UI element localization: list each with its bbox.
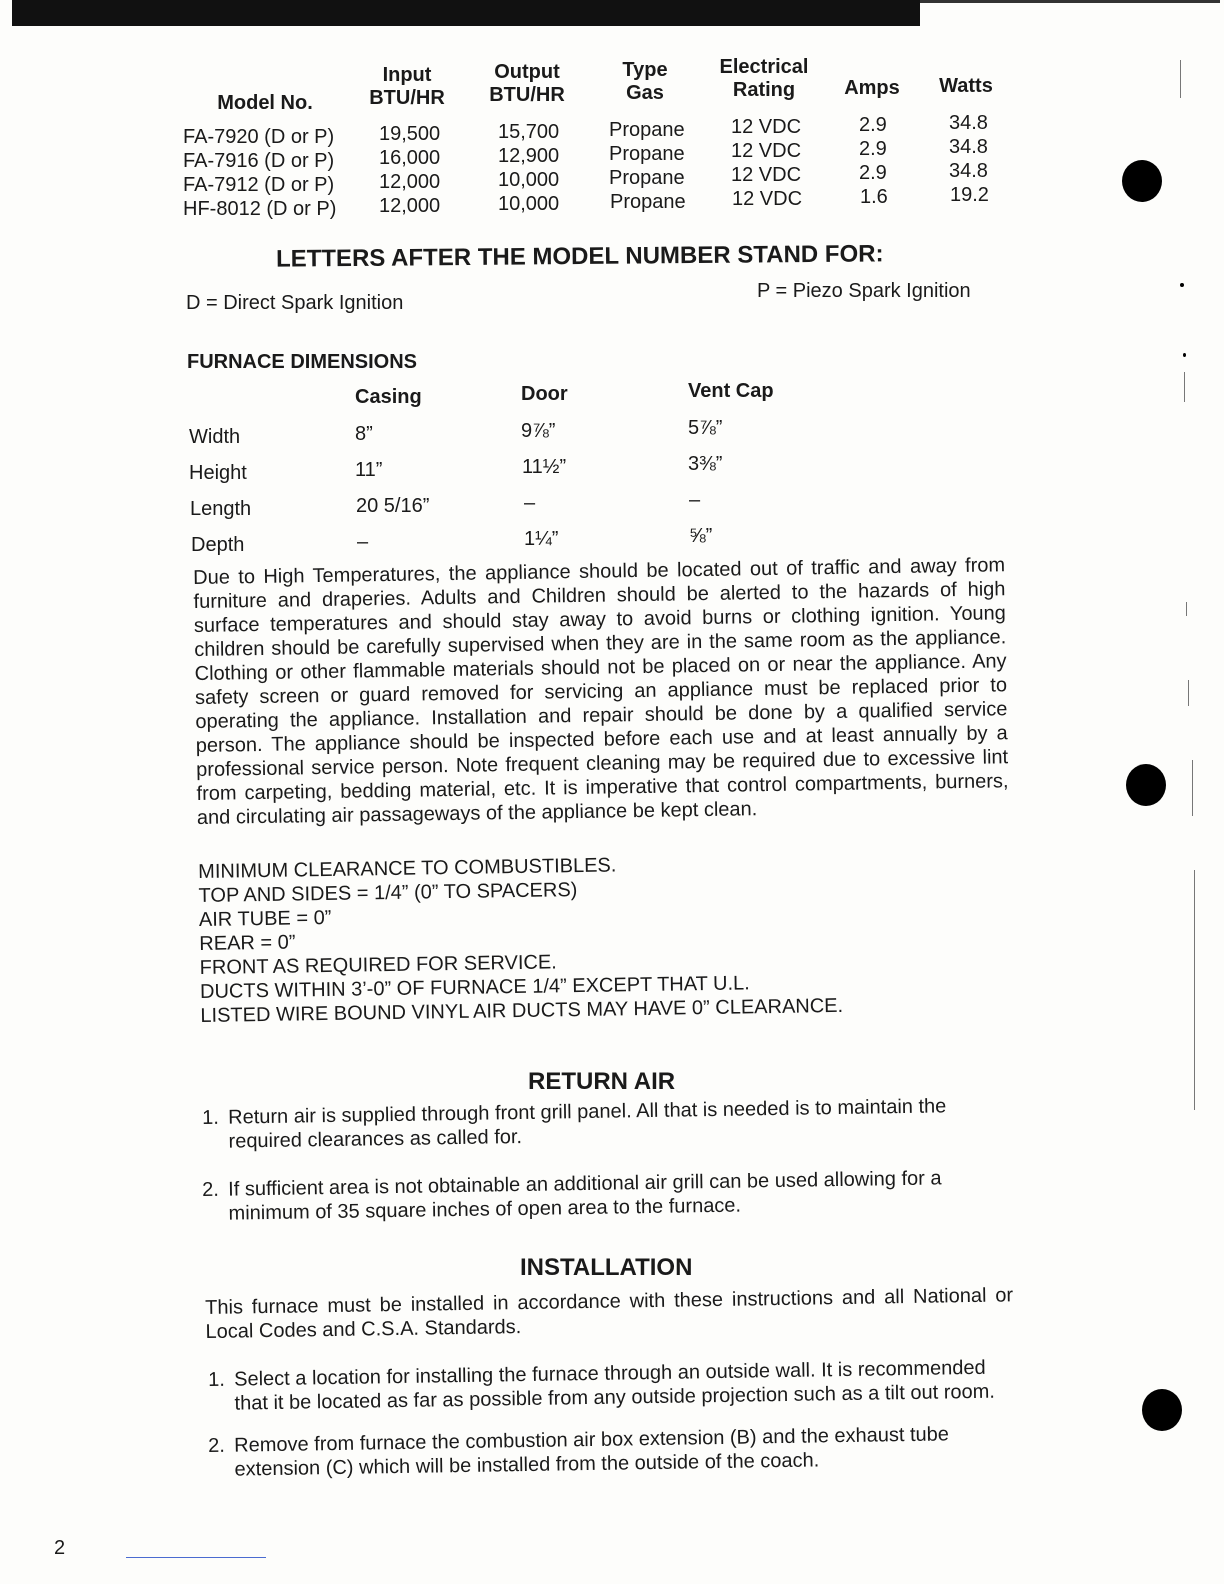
dim-row-label: Depth [191,534,245,556]
scan-mark [1192,760,1193,816]
spec-header-electrical: Electrical Rating [719,56,809,101]
dim-cell: – [689,489,701,511]
spec-cell-gas: Propane [609,119,685,141]
item-number: 1. [202,1106,220,1129]
spec-header-type: Type Gas [622,59,668,104]
letter-d-definition: D = Direct Spark Ignition [186,292,404,314]
scan-mark [1188,680,1189,706]
spec-cell-model: FA-7912 (D or P) [183,174,335,196]
spec-cell-rating: 12 VDC [731,116,802,138]
spec-cell-watts: 34.8 [949,136,988,158]
letters-heading: LETTERS AFTER THE MODEL NUMBER STAND FOR: [275,240,884,273]
item-number: 2. [208,1434,226,1457]
spec-cell-gas: Propane [610,191,686,213]
letter-p-definition: P = Piezo Spark Ignition [757,280,971,302]
safety-warning-paragraph: Due to High Temperatures, the appliance should be located out of traffic and away from furniture and draperies. Adults and Children should be alerted to the hazards of high surface temperatures and should stay away to avoid burns or clothing ignition. Young children should be carefully supervised when they are in the same room as the appliance. Clothing or other flammable materials should not be placed on or near the appliance. Any safety screen or guard removed for servicing an appliance must be replaced prior to operating the appliance. Installation and repair should be done by a qualified service person. The appliance should be inspected before each use and at least annually by a professional service person. Note frequent cleaning may be required due to excessive lint from carpeting, bedding material, etc. It is imperative that control compartments, burners, and circulating air passageways of the appliance be kept clean. [193,554,1009,829]
clearance-line: TOP AND SIDES = 1/4” (0” TO SPACERS) [198,879,578,907]
spec-header-input: Input BTU/HR [369,64,445,109]
spec-header-output: Output BTU/HR [489,61,565,106]
installation-item [208,1421,1017,1482]
clearance-line: DUCTS WITHIN 3’-0” OF FURNACE 1/4” EXCEPT THAT U.L. [199,972,750,1003]
spec-cell-rating: 12 VDC [732,188,803,210]
scan-top-rule [920,0,1220,3]
dim-cell: 8” [355,423,373,445]
page-number: 2 [54,1537,66,1559]
binder-hole [1142,1389,1182,1431]
spec-cell-amps: 2.9 [859,162,887,184]
spec-cell-model: FA-7916 (D or P) [183,150,335,172]
spec-cell-gas: Propane [609,143,685,165]
spec-cell-watts: 19.2 [950,184,989,206]
spec-cell-input: 19,500 [379,123,441,145]
spec-cell-rating: 12 VDC [731,140,802,162]
installation-item [208,1355,1017,1416]
dim-cell: 1¼” [524,528,559,550]
dim-col-casing: Casing [355,386,422,408]
spec-header-amps: Amps [844,77,900,99]
scan-speck [1180,283,1184,287]
dim-cell: 5⅞” [688,417,723,439]
dim-cell: 3⅜” [688,453,723,475]
item-text: If sufficient area is not obtainable an additional air grill can be used allowing for a minimum of 35 square inches of open area to the furnace. [228,1167,942,1225]
spec-cell-model: FA-7920 (D or P) [183,126,335,148]
dim-cell: 20 5/16” [356,495,430,517]
dim-cell: 11½” [522,456,567,478]
spec-cell-output: 15,700 [498,121,560,143]
dim-col-door: Door [521,383,568,405]
dim-cell: 9⅞” [521,420,556,442]
dimensions-heading: FURNACE DIMENSIONS [187,351,418,373]
clearance-line: REAR = 0” [199,931,296,955]
bottom-rule [126,1557,266,1558]
spec-cell-watts: 34.8 [949,160,988,182]
spec-cell-gas: Propane [609,167,685,189]
dim-cell: 11” [355,459,383,481]
spec-header-watts: Watts [939,75,993,97]
binder-hole [1122,160,1162,202]
installation-intro: This furnace must be installed in accordance with these instructions and all National or Local Codes and C.S.A. Standards. [205,1284,1014,1343]
item-number: 2. [202,1178,220,1201]
spec-cell-output: 10,000 [498,193,560,215]
clearance-line: LISTED WIRE BOUND VINYL AIR DUCTS MAY HAVE 0” CLEARANCE. [200,994,844,1027]
spec-cell-watts: 34.8 [949,112,988,134]
spec-cell-input: 12,000 [379,171,441,193]
dim-row-label: Height [189,462,247,484]
spec-cell-rating: 12 VDC [731,164,802,186]
item-text: Select a location for installing the furnace through an outside wall. It is recommended that it be located as far as possible from any outside projection such as a tilt out room. [234,1356,996,1415]
scan-mark [1180,60,1181,98]
dim-cell: ⅝” [689,525,713,547]
dim-col-vent-cap: Vent Cap [688,380,774,402]
spec-cell-model: HF-8012 (D or P) [183,198,337,220]
return-air-item [202,1093,1009,1154]
scan-mark [1184,372,1185,402]
clearance-line: MINIMUM CLEARANCE TO COMBUSTIBLES. [198,854,617,883]
dim-cell: – [524,492,536,514]
clearance-line: FRONT AS REQUIRED FOR SERVICE. [199,951,557,979]
dim-cell: – [357,531,369,553]
dim-row-label: Length [190,498,252,520]
scan-top-bar [12,0,920,26]
scan-mark [1194,870,1195,1110]
return-air-heading: RETURN AIR [528,1068,676,1095]
clearance-line: AIR TUBE = 0” [198,906,332,931]
item-number: 1. [208,1368,226,1391]
spec-cell-output: 10,000 [498,169,560,191]
clearance-block [198,850,843,1028]
item-text: Return air is supplied through front grill panel. All that is needed is to maintain the required clearances as called for. [228,1095,947,1153]
scan-mark [1186,602,1187,616]
return-air-item [202,1165,1009,1226]
binder-hole [1126,764,1166,806]
spec-cell-amps: 2.9 [859,138,887,160]
spec-cell-input: 16,000 [379,147,441,169]
dim-row-label: Width [189,426,241,448]
spec-header-model: Model No. [217,92,313,114]
spec-cell-amps: 2.9 [859,114,887,136]
spec-cell-input: 12,000 [379,195,441,217]
installation-heading: INSTALLATION [520,1254,693,1281]
spec-cell-output: 12,900 [498,145,560,167]
item-text: Remove from furnace the combustion air box extension (B) and the exhaust tube extension (C) which will be installed from the outside of the coach. [234,1423,950,1481]
spec-cell-amps: 1.6 [860,186,888,208]
scan-speck [1183,353,1186,357]
